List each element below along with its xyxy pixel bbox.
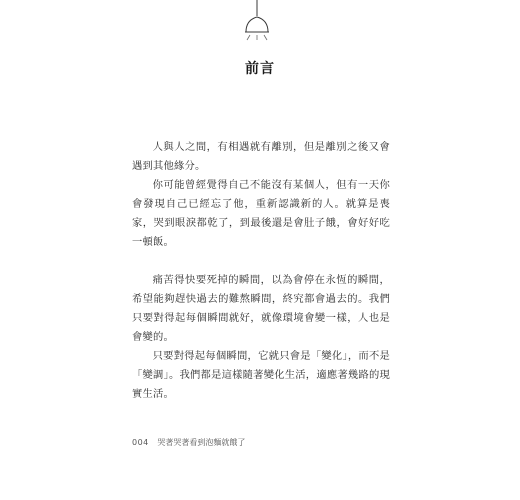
- paragraph: 你可能曾經覺得自己不能沒有某個人，但有一天你會發現自己已經忘了他，重新認識新的人。就算是喪家，哭到眼淚都乾了，到最後還是會肚子餓，會好好吃一頓飯。: [132, 179, 390, 248]
- paragraph: 人與人之間，有相遇就有離別，但是離別之後又會遇到其他緣分。: [132, 141, 390, 172]
- body-text: [132, 138, 390, 404]
- paragraph: 痛苦得快要死掉的瞬間，以為會停在永恆的瞬間，希望能夠趕快過去的難熬瞬間，終究都會過去的。我們只要對得起每個瞬間就好，就像環境會變一樣，人也是會變的。: [132, 274, 390, 343]
- page-title: 前言: [245, 61, 275, 77]
- page-footer: [132, 437, 245, 448]
- book-title: 哭著哭著看到泡麵就餓了: [157, 438, 246, 447]
- hanging-lamp-icon: [232, 0, 282, 52]
- paragraph-gap: [132, 252, 390, 271]
- paragraph: 只要對得起每個瞬間，它就只會是「變化」，而不是「變調」。我們都是這樣隨著變化生活，適應著幾路的現實生活。: [132, 350, 390, 400]
- page-number: 004: [132, 438, 149, 447]
